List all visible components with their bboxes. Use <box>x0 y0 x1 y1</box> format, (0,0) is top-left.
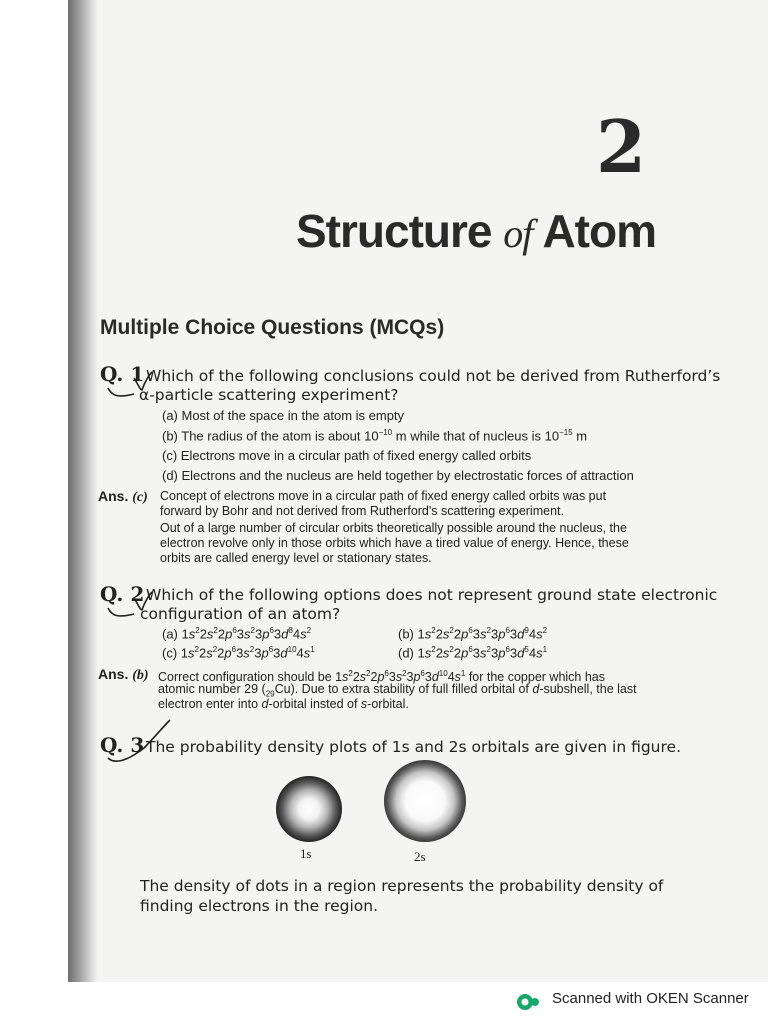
section-heading: Multiple Choice Questions (MCQs) <box>100 316 445 339</box>
q1-number: Q. 1 <box>100 362 145 386</box>
scanner-watermark-text: Scanned with OKEN Scanner <box>552 990 749 1007</box>
q1-answer-line-1: Concept of electrons move in a circular path of fixed energy called orbits was put <box>160 489 607 503</box>
q1-option-a: (a) Most of the space in the atom is empty <box>162 408 405 423</box>
chapter-title <box>296 204 656 258</box>
q2-answer-line-3: electron enter into d-orbital insted of s-orbital. <box>158 697 409 711</box>
book-spine-shadow <box>68 0 98 982</box>
scanner-watermark <box>520 990 749 1007</box>
q3-paragraph-line-1: The density of dots in a region represents the probability density of <box>140 877 664 895</box>
q1-text-line-2: α-particle scattering experiment? <box>139 386 399 404</box>
q2-text-line-2: configuration of an atom? <box>140 605 341 623</box>
orbital-2s-plot <box>384 760 466 842</box>
orbital-1s-plot <box>276 776 342 842</box>
chapter-title-of: of <box>503 211 533 256</box>
q1-option-d: (d) Electrons and the nucleus are held together by electrostatic forces of attraction <box>162 468 634 483</box>
q2-option-c: (c) $1s^22s^22p^63s^23p^63d^{10}4s^1$ <box>162 645 315 661</box>
q2-option-a: (a) $1s^22s^22p^63s^23p^63d^84s^2$ <box>162 626 312 642</box>
chapter-number: 2 <box>596 104 647 189</box>
caption-1s: 1s <box>300 846 312 861</box>
scan-margin <box>0 0 70 982</box>
answer-choice: (c) <box>132 490 148 505</box>
q1-answer-line-3: Out of a large number of circular orbits theoretically possible around the nucleus, the <box>160 521 627 535</box>
q1-answer-line-4: electron revolve only in those orbits which have a tired value of energy. Hence, these <box>160 536 629 550</box>
q1-text-line-1: Which of the following conclusions could not be derived from Rutherford’s <box>146 367 721 385</box>
q2-text-line-1: Which of the following options does not represent ground state electronic <box>146 586 718 604</box>
q2-answer-label <box>98 666 149 684</box>
q2-option-d: (d) $1s^22s^22p^63s^23p^63d^54s^1$ <box>398 645 548 661</box>
answer-label-text: Ans. <box>98 666 129 682</box>
q1-answer-label <box>98 488 148 506</box>
answer-choice: (b) <box>132 668 149 683</box>
chapter-title-part-1: Structure <box>296 205 504 257</box>
q2-number: Q. 2 <box>100 582 145 606</box>
answer-label-text: Ans. <box>98 488 129 504</box>
q1-option-b: (b) The radius of the atom is about $10^{-10}$ m while that of nucleus is $10^{-15}$ m <box>162 428 588 444</box>
chapter-title-part-2: Atom <box>532 205 657 257</box>
q2-answer-line-1: Correct configuration should be $1s^22s^22p^63s^23p^63d^{10}4s^1$ for the copper which has <box>158 669 606 685</box>
q3-number: Q. 3 <box>100 733 145 757</box>
q2-option-b: (b) $1s^22s^22p^63s^23p^63d^94s^2$ <box>398 626 548 642</box>
caption-2s: 2s <box>414 849 426 864</box>
q1-option-c: (c) Electrons move in a circular path of fixed energy called orbits <box>162 448 532 463</box>
q3-paragraph-line-2: finding electrons in the region. <box>140 897 379 915</box>
q1-answer-line-5: orbits are called energy level or stationary states. <box>160 551 432 565</box>
q2-answer-line-2: atomic number 29 $(_{29}Cu)$. Due to extra stability of full filled orbital of d-subshell, the last <box>158 682 637 699</box>
q1-answer-line-2: forward by Bohr and not derived from Rutherford's scattering experiment. <box>160 504 564 518</box>
q3-text-line-1: The probability density plots of 1s and 2s orbitals are given in figure. <box>146 738 681 756</box>
